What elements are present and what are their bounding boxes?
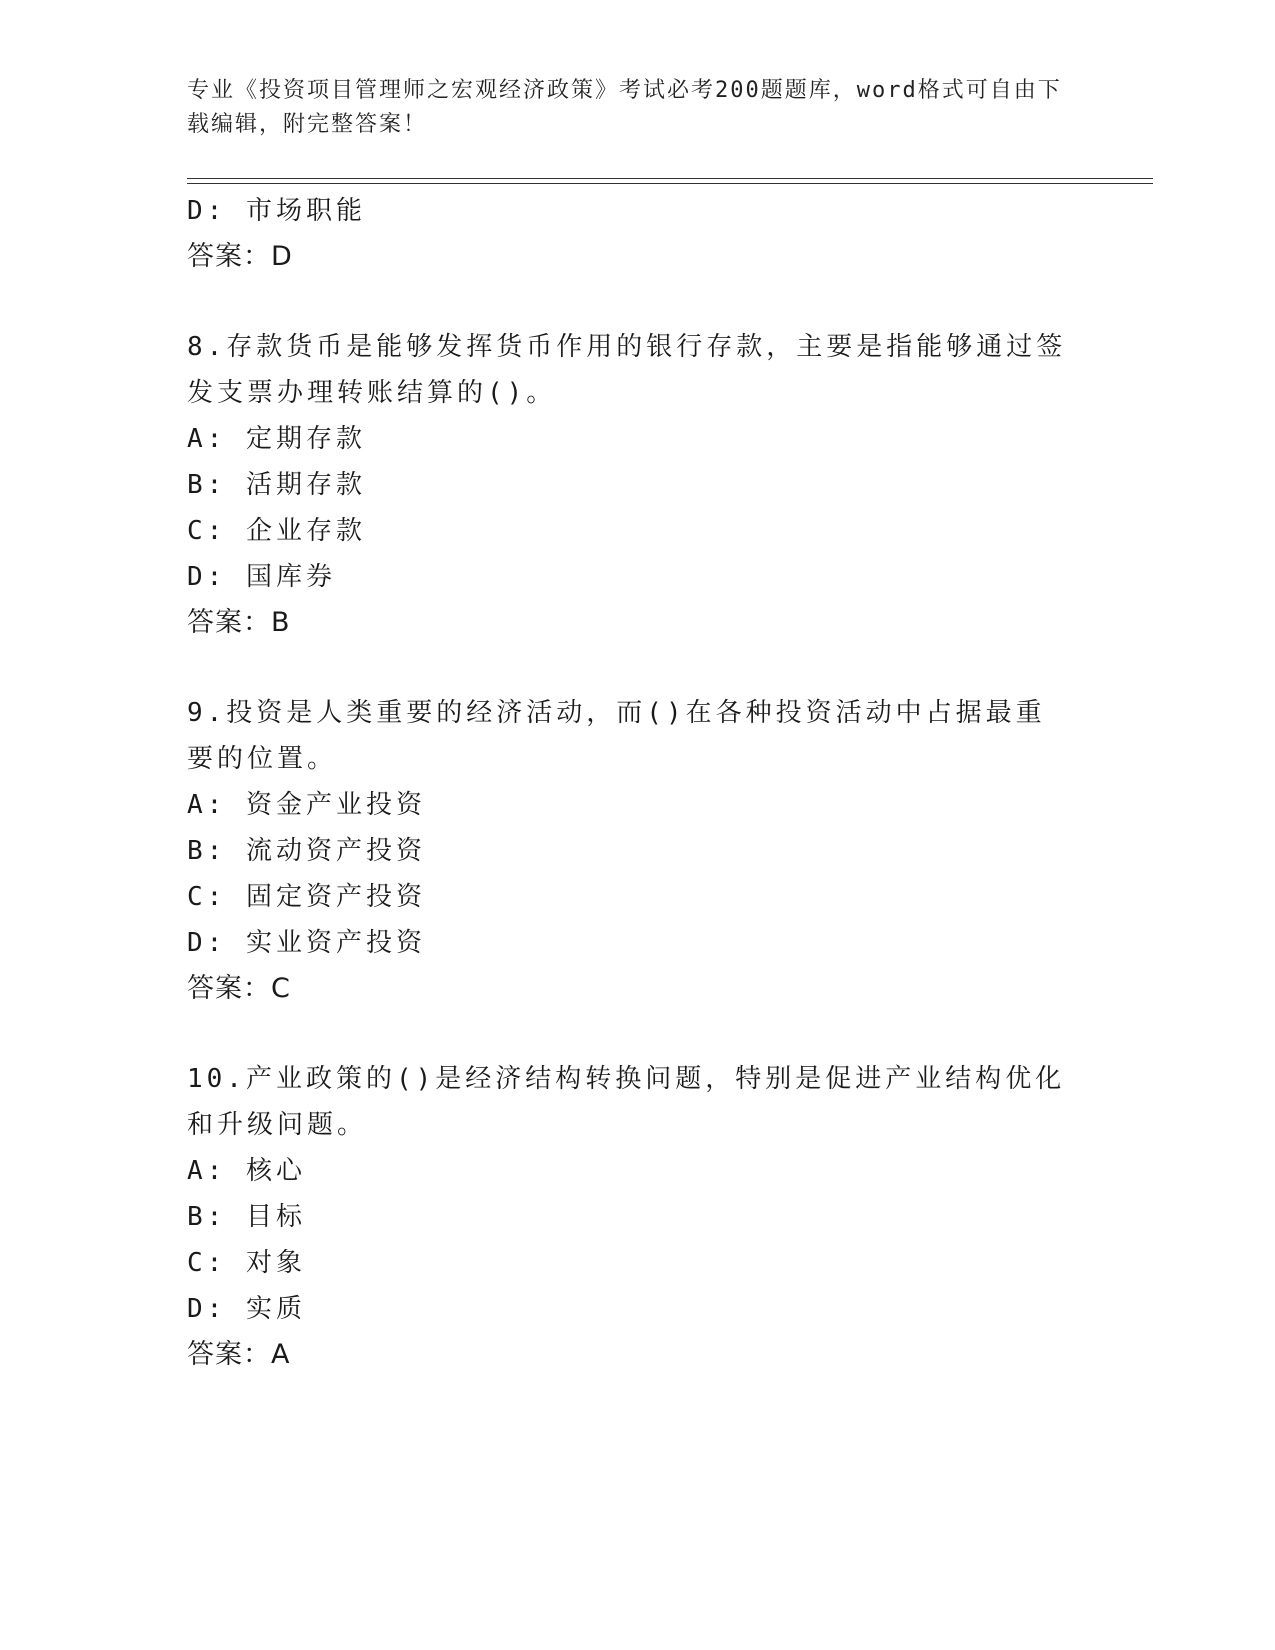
question-block-9 bbox=[187, 690, 1087, 1012]
option-a: A: 资金产业投资 bbox=[187, 790, 426, 820]
option-b: B: 活期存款 bbox=[187, 470, 366, 500]
answer-line: 答案：D bbox=[187, 241, 293, 272]
answer-line: 答案：C bbox=[187, 973, 291, 1004]
question-stem: 10.产业政策的()是经济结构转换问题，特别是促进产业结构优化和升级问题。 bbox=[187, 1064, 1066, 1140]
option-b: B: 流动资产投资 bbox=[187, 836, 426, 866]
option-d: D: 实业资产投资 bbox=[187, 928, 426, 958]
option-b: B: 目标 bbox=[187, 1202, 306, 1232]
option-d: D: 实质 bbox=[187, 1294, 306, 1324]
option-d: D: 市场职能 bbox=[187, 196, 366, 226]
question-stem: 9.投资是人类重要的经济活动，而()在各种投资活动中占据最重要的位置。 bbox=[187, 698, 1046, 774]
option-c: C: 企业存款 bbox=[187, 516, 366, 546]
document-header: 专业《投资项目管理师之宏观经济政策》考试必考200题题库，word格式可自由下载编辑，附完整答案！ bbox=[187, 78, 1062, 137]
question-stem: 8.存款货币是能够发挥货币作用的银行存款，主要是指能够通过签发支票办理转账结算的()。 bbox=[187, 332, 1067, 408]
question-block-10 bbox=[187, 1056, 1087, 1378]
header-divider-bottom bbox=[187, 183, 1153, 184]
question-block-8 bbox=[187, 324, 1087, 646]
document-body bbox=[187, 188, 1087, 1378]
header-divider-top bbox=[187, 178, 1153, 179]
carryover-block bbox=[187, 188, 1087, 280]
option-a: A: 定期存款 bbox=[187, 424, 366, 454]
answer-line: 答案：A bbox=[187, 1339, 291, 1370]
option-c: C: 对象 bbox=[187, 1248, 306, 1278]
option-c: C: 固定资产投资 bbox=[187, 882, 426, 912]
answer-line: 答案：B bbox=[187, 607, 291, 638]
option-a: A: 核心 bbox=[187, 1156, 306, 1186]
option-d: D: 国库券 bbox=[187, 562, 336, 592]
